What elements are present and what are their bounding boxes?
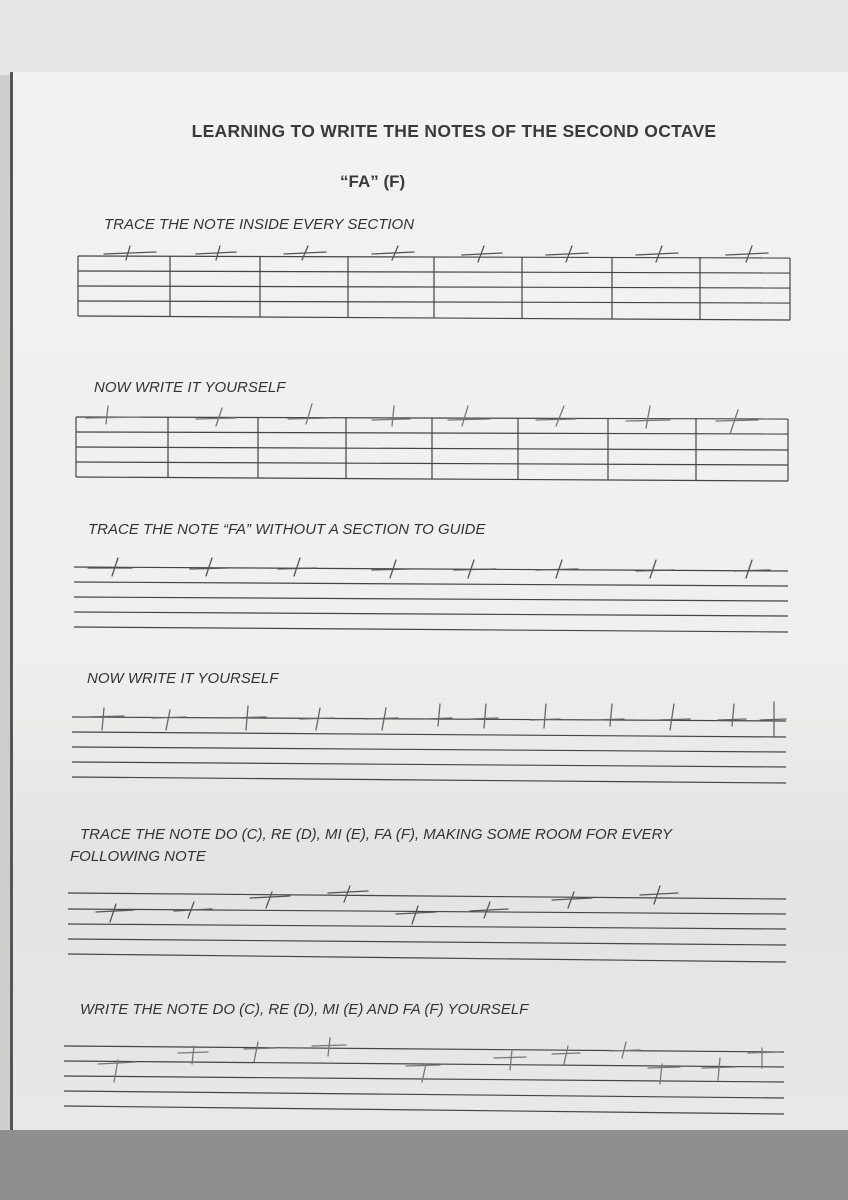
staff-trace-sequence: [68, 893, 786, 962]
instruction-write-no-section: NOW WRITE IT YOURSELF: [87, 670, 279, 687]
instruction-trace-sequence-continued: FOLLOWING NOTE: [70, 848, 206, 865]
staff-write-sequence: [64, 1046, 784, 1114]
staff-sectioned-trace: [78, 256, 790, 320]
staff-trace-no-section: [74, 567, 788, 632]
instruction-trace-in-section: TRACE THE NOTE INSIDE EVERY SECTION: [104, 216, 415, 233]
written-notes-row4: [84, 702, 786, 736]
instruction-write-in-section: NOW WRITE IT YOURSELF: [94, 379, 286, 396]
staff-sectioned-write: [76, 417, 788, 481]
instruction-trace-sequence: TRACE THE NOTE DO (C), RE (D), MI (E), FA (F), MAKING SOME ROOM FOR EVERY: [80, 826, 672, 843]
traced-notes-row5: [96, 886, 678, 924]
worksheet-title: LEARNING TO WRITE THE NOTES OF THE SECOND OCTAVE: [191, 121, 717, 141]
traced-notes-row1: [104, 246, 768, 262]
instruction-write-sequence: WRITE THE NOTE DO (C), RE (D), MI (E) AND FA (F) YOURSELF: [80, 1001, 529, 1018]
staff-write-no-section: [72, 717, 786, 783]
instruction-trace-no-section: TRACE THE NOTE “FA” WITHOUT A SECTION TO GUIDE: [88, 521, 486, 538]
worksheet-subtitle: “FA” (F): [340, 172, 406, 191]
